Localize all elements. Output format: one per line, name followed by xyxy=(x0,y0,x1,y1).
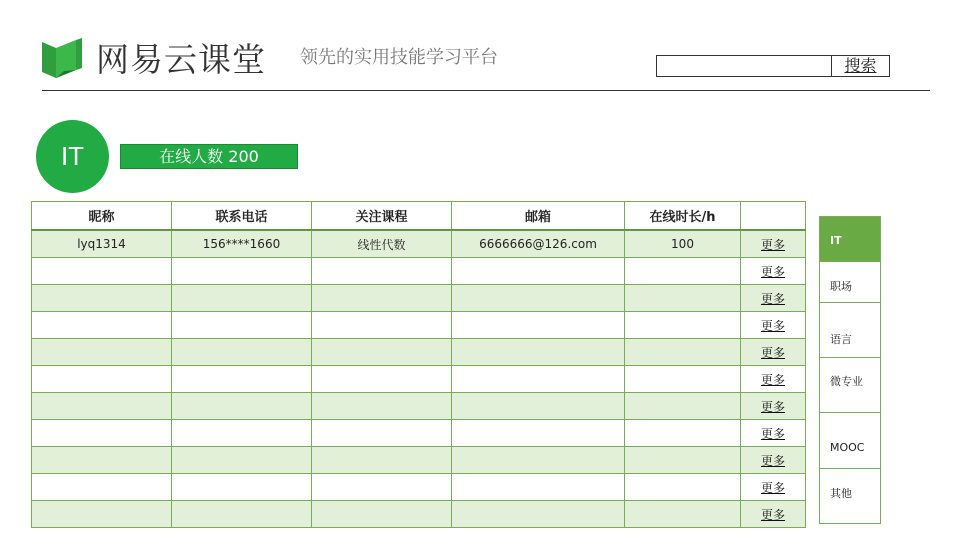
more-link[interactable]: 更多 xyxy=(760,399,785,414)
table-cell xyxy=(625,366,741,393)
table-row xyxy=(32,230,806,258)
table-cell xyxy=(32,420,172,447)
table-cell xyxy=(452,474,625,501)
table-cell: 6666666@126.com xyxy=(452,230,625,258)
more-cell xyxy=(741,285,806,312)
more-cell xyxy=(741,393,806,420)
sidebar-item[interactable]: MOOC xyxy=(820,413,880,469)
table-cell xyxy=(32,474,172,501)
more-cell xyxy=(741,312,806,339)
table-cell xyxy=(172,501,312,528)
column-header: 在线时长/h xyxy=(625,202,741,231)
table-cell xyxy=(172,447,312,474)
more-cell xyxy=(741,339,806,366)
table-cell xyxy=(452,339,625,366)
header-divider xyxy=(42,90,930,91)
table-cell xyxy=(452,393,625,420)
table-cell xyxy=(625,258,741,285)
table-cell xyxy=(625,285,741,312)
table-cell xyxy=(312,258,452,285)
table-cell xyxy=(625,393,741,420)
search-button[interactable]: 搜索 xyxy=(831,55,890,77)
table-cell xyxy=(32,501,172,528)
table-row xyxy=(32,366,806,393)
search-input[interactable] xyxy=(656,55,832,77)
table-cell xyxy=(172,285,312,312)
more-link[interactable]: 更多 xyxy=(760,453,785,468)
more-cell xyxy=(741,366,806,393)
table-cell xyxy=(312,474,452,501)
column-header: 邮箱 xyxy=(452,202,625,231)
table-cell xyxy=(32,339,172,366)
more-cell xyxy=(741,258,806,285)
more-cell xyxy=(741,474,806,501)
table-cell xyxy=(452,501,625,528)
table-body xyxy=(32,230,806,528)
table-row xyxy=(32,312,806,339)
table-cell xyxy=(32,312,172,339)
table-cell xyxy=(625,339,741,366)
netease-cloud-classroom-logo-icon xyxy=(42,38,84,78)
sidebar-item[interactable]: IT xyxy=(820,217,880,262)
table-row xyxy=(32,447,806,474)
online-count-badge: 在线人数 200 xyxy=(120,144,298,169)
more-link[interactable]: 更多 xyxy=(760,507,785,522)
column-header xyxy=(741,202,806,231)
more-link[interactable]: 更多 xyxy=(760,426,785,441)
table-cell xyxy=(452,285,625,312)
table-cell xyxy=(312,447,452,474)
more-link[interactable]: 更多 xyxy=(760,237,785,252)
table-row xyxy=(32,339,806,366)
table-cell: 156****1660 xyxy=(172,230,312,258)
table-cell xyxy=(312,366,452,393)
table-cell xyxy=(312,420,452,447)
sidebar-item[interactable]: 其他 xyxy=(830,487,852,500)
more-link[interactable]: 更多 xyxy=(760,264,785,279)
table-cell xyxy=(312,501,452,528)
more-link[interactable]: 更多 xyxy=(760,291,785,306)
more-cell xyxy=(741,447,806,474)
more-cell xyxy=(741,420,806,447)
table-cell xyxy=(452,258,625,285)
category-badge: IT xyxy=(36,120,109,193)
table-row xyxy=(32,420,806,447)
table-cell xyxy=(172,258,312,285)
category-sidebar xyxy=(819,216,881,524)
more-link[interactable]: 更多 xyxy=(760,480,785,495)
table-cell xyxy=(32,285,172,312)
table-cell xyxy=(452,366,625,393)
more-link[interactable]: 更多 xyxy=(760,345,785,360)
table-cell xyxy=(32,447,172,474)
more-link[interactable]: 更多 xyxy=(760,318,785,333)
table-cell: 线性代数 xyxy=(312,230,452,258)
brand-name: 网易云课堂 xyxy=(96,40,266,79)
table-cell xyxy=(312,285,452,312)
table-cell xyxy=(32,366,172,393)
more-cell xyxy=(741,230,806,258)
sidebar-item[interactable]: 职场 xyxy=(820,262,880,303)
table-cell: lyq1314 xyxy=(32,230,172,258)
table-cell xyxy=(452,420,625,447)
table-cell xyxy=(172,339,312,366)
sidebar-item[interactable]: 语言 xyxy=(820,303,880,358)
table-cell xyxy=(172,393,312,420)
more-link[interactable]: 更多 xyxy=(760,372,785,387)
table-cell xyxy=(452,447,625,474)
table-cell xyxy=(172,420,312,447)
slogan: 领先的实用技能学习平台 xyxy=(300,47,498,68)
table-cell: 100 xyxy=(625,230,741,258)
table-cell xyxy=(452,312,625,339)
table-cell xyxy=(32,258,172,285)
table-row xyxy=(32,285,806,312)
column-header: 关注课程 xyxy=(312,202,452,231)
table-row xyxy=(32,393,806,420)
table-cell xyxy=(625,420,741,447)
more-cell xyxy=(741,501,806,528)
table-cell xyxy=(312,312,452,339)
table-row xyxy=(32,474,806,501)
table-cell xyxy=(172,366,312,393)
table-row xyxy=(32,501,806,528)
table-cell xyxy=(312,339,452,366)
table-cell xyxy=(625,474,741,501)
table-cell xyxy=(625,312,741,339)
table-row xyxy=(32,258,806,285)
table-cell xyxy=(625,447,741,474)
sidebar-item[interactable]: 微专业 xyxy=(820,358,880,413)
table-header-row xyxy=(32,202,806,231)
table-cell xyxy=(312,393,452,420)
column-header: 联系电话 xyxy=(172,202,312,231)
table-cell xyxy=(172,474,312,501)
table-cell xyxy=(625,501,741,528)
table-cell xyxy=(172,312,312,339)
table-cell xyxy=(32,393,172,420)
column-header: 昵称 xyxy=(32,202,172,231)
user-table xyxy=(31,201,806,528)
